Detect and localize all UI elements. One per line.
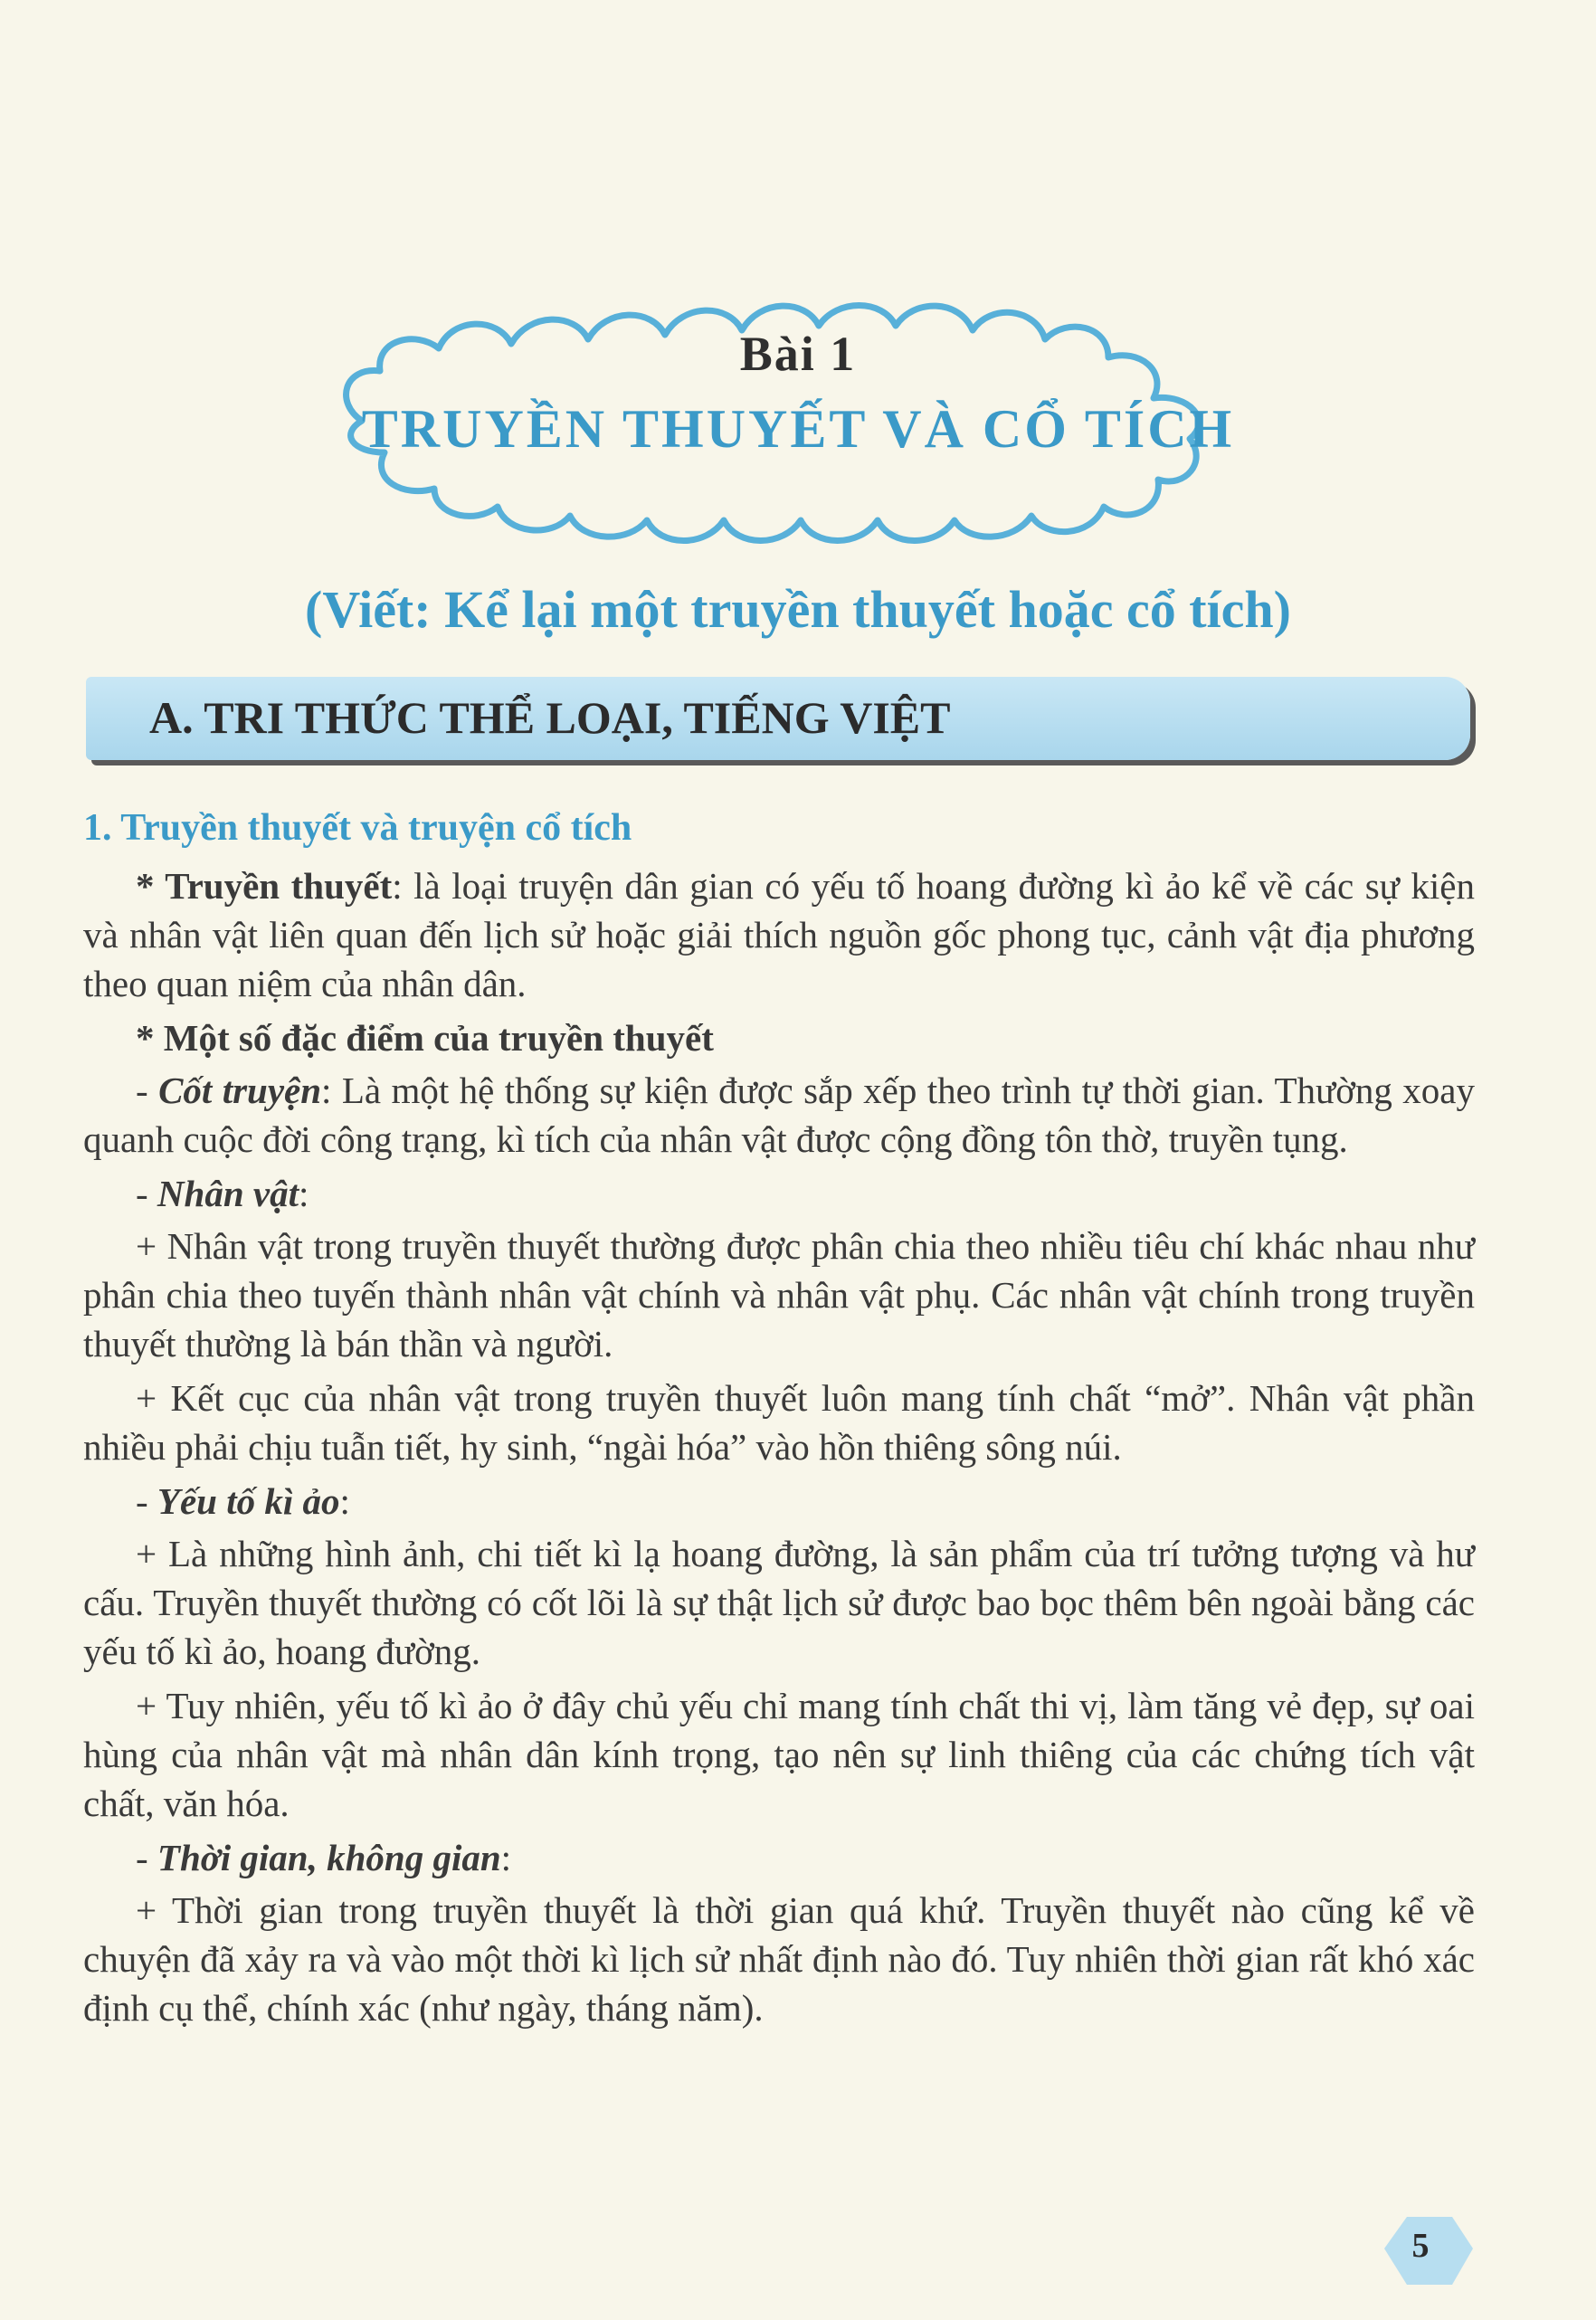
paragraph-time-1: + Thời gian trong truyền thuyết là thời gian quá khứ. Truyền thuyết nào cũng kể về chuyện đã xảy ra và vào một thời kì lịch sử nhất định nào đó. Tuy nhiên thời gian rất khó xác định cụ thể, chính xác (như ngày, tháng năm). [83, 1889, 1475, 2029]
subsection-heading: 1. Truyền thuyết và truyện cổ tích [83, 807, 632, 849]
term-character: Nhân vật [157, 1173, 299, 1214]
page-number-badge [1366, 2208, 1475, 2289]
lesson-number: Bài 1 [739, 327, 857, 381]
dash-prefix: - [136, 1837, 157, 1878]
dash-prefix: - [136, 1173, 157, 1214]
colon: : [298, 1173, 309, 1214]
term-truyen-thuyet: * Truyền thuyết [136, 865, 393, 907]
plot-text: : Là một hệ thống sự kiện được sắp xếp theo trình tự thời gian. Thường xoay quanh cuộc đời công trạng, kì tích của nhân vật được cộng đồng tôn thờ, truyền tụng. [83, 1070, 1475, 1160]
paragraph-character-2: + Kết cục của nhân vật trong truyền thuyết luôn mang tính chất “mở”. Nhân vật phần nhiều phải chịu tuẫn tiết, hy sinh, “ngài hóa” vào hồn thiêng sông núi. [83, 1377, 1475, 1468]
dash-prefix: - [136, 1070, 159, 1111]
colon: : [500, 1837, 512, 1878]
term-time-space: Thời gian, không gian [157, 1837, 501, 1878]
paragraph-fantasy-1: + Là những hình ảnh, chi tiết kì lạ hoang đường, là sản phẩm của trí tưởng tượng và hư cấu. Truyền thuyết thường có cốt lõi là sự thật lịch sử được bao bọc thêm bên ngoài bằng các yếu tố kì ảo, hoang đường. [83, 1533, 1475, 1672]
paragraph-time-heading [83, 1833, 1475, 1882]
paragraph-character-1: + Nhân vật trong truyền thuyết thường được phân chia theo nhiều tiêu chí khác nhau như phân chia theo tuyến thành nhân vật chính và nhân vật phụ. Các nhân vật chính trong truyền thuyết thường là bán thần và người. [83, 1225, 1475, 1364]
lesson-title: TRUYỀN THUYẾT VÀ CỔ TÍCH [361, 399, 1235, 459]
colon: : [339, 1480, 350, 1522]
paragraph-fantasy-2: + Tuy nhiên, yếu tố kì ảo ở đây chủ yếu chỉ mang tính chất thi vị, làm tăng vẻ đẹp, sự oai hùng của nhân vật mà nhân dân kính trọng, tạo nên sự linh thiêng của các chứng tích vật chất, văn hóa. [83, 1685, 1475, 1824]
paragraph-fantasy-heading [83, 1477, 1475, 1526]
term-fantasy: Yếu tố kì ảo [157, 1480, 340, 1522]
body-text [83, 803, 1475, 2038]
page-number: 5 [1411, 2227, 1430, 2265]
section-title: A. TRI THỨC THỂ LOẠI, TIẾNG VIỆT [149, 692, 951, 743]
dash-prefix: - [136, 1480, 157, 1522]
term-plot: Cốt truyện [158, 1070, 322, 1111]
lesson-subtitle: (Viết: Kể lại một truyền thuyết hoặc cổ tích) [305, 580, 1291, 639]
paragraph-features-heading [83, 1013, 1475, 1062]
section-bar [86, 677, 1470, 760]
paragraph-definition [83, 861, 1475, 1008]
paragraph-plot [83, 1066, 1475, 1164]
paragraph-character-heading [83, 1169, 1475, 1218]
definition-text: : là loại truyện dân gian có yếu tố hoang đường kì ảo kể về các sự kiện và nhân vật liên quan đến lịch sử hoặc giải thích nguồn gốc phong tục, cảnh vật địa phương theo quan niệm của nhân dân. [83, 865, 1475, 1004]
features-heading: * Một số đặc điểm của truyền thuyết [136, 1017, 714, 1059]
